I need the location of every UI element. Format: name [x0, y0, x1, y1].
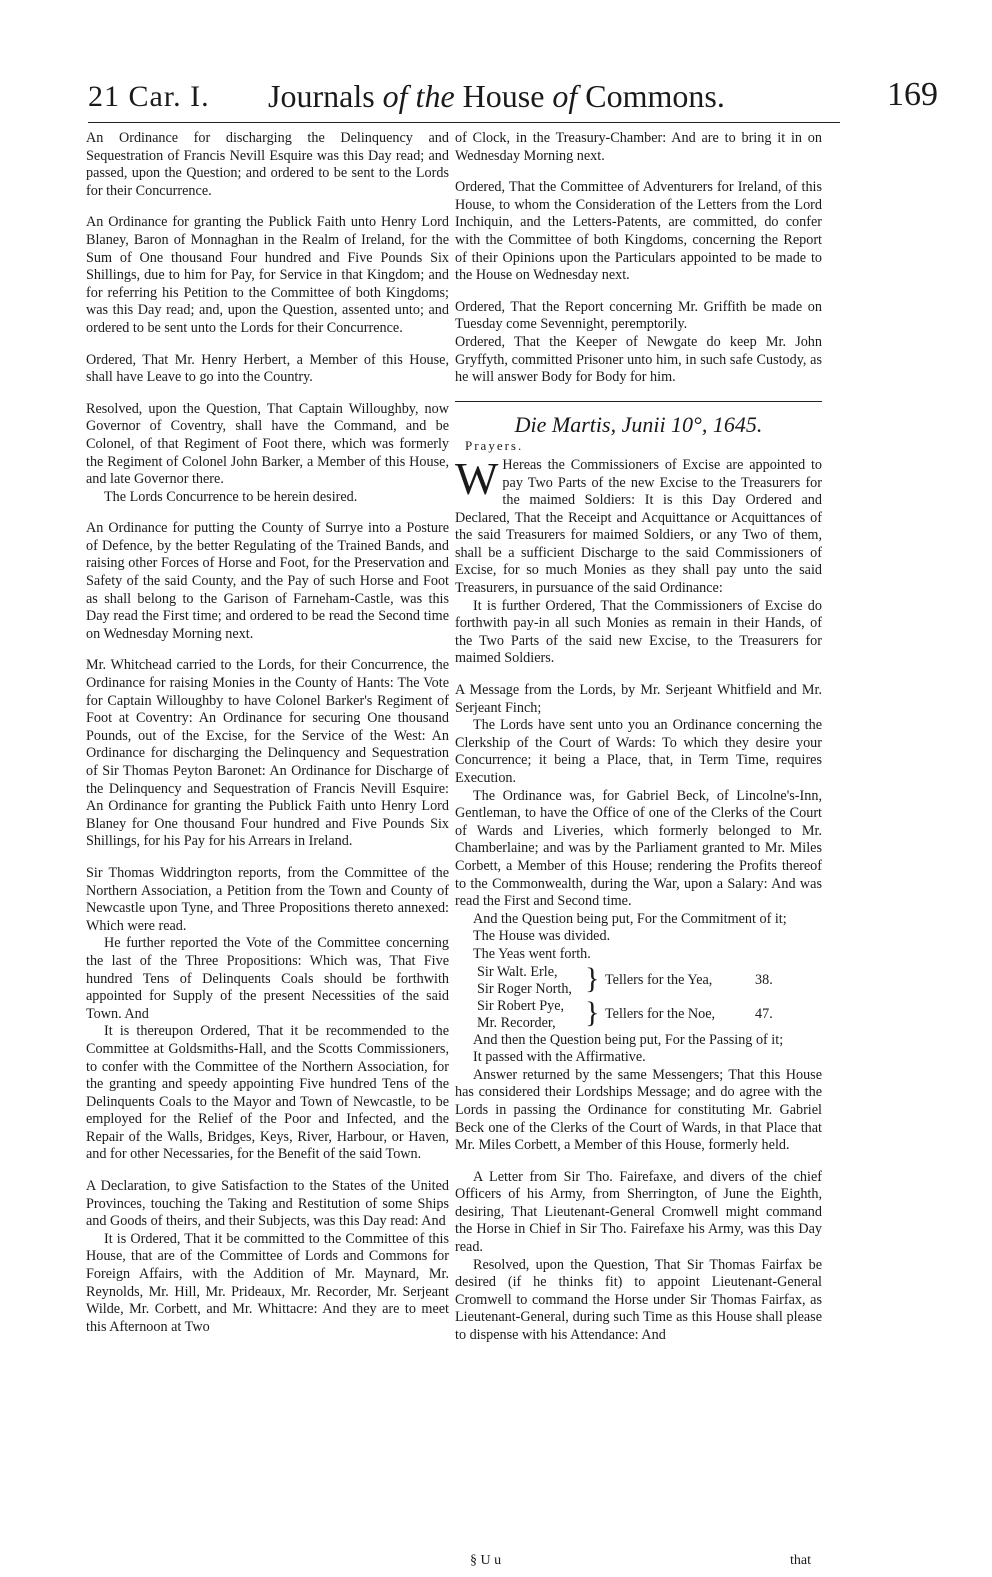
entry-yeas-forth: The Yeas went forth.	[473, 945, 591, 962]
section-rule	[455, 401, 822, 402]
entry-excise-further: It is further Ordered, That the Commissioners of Excise do forthwith pay-in all such Monies as remain in their Hands, of the Two Parts of the said new Excise, to the Treasurers for maimed Soldiers.	[455, 597, 822, 667]
entry-fairefaxe-letter: A Letter from Sir Tho. Fairefaxe, and divers of the chief Officers of his Army, from Sherrington, of June the Eighth, desiring, That Lieutenant-General Cromwell might command the Horse in Chief in Sir Tho. Fairefaxe his Army, was this Day read.	[455, 1168, 822, 1256]
page-number: 169	[887, 76, 938, 113]
prayers-heading: Prayers.	[465, 438, 524, 454]
entry-commitment-question: And the Question being put, For the Commitment of it;	[473, 910, 787, 927]
entry-passing-question: And then the Question being put, For the Passing of it;	[473, 1031, 784, 1048]
entry-foreign-affairs-order: It is Ordered, That it be committed to the Committee of this House, that are of the Committee of Lords and Commons for Foreign Affairs, with the Addition of Mr. Maynard, Mr. Reynolds, Mr. Hill, Mr. Prideaux, Mr. Recorder, Mr. Serjeant Wilde, Mr. Corbett, and Mr. Whittacre: And they are to meet this Afternoon at Two	[86, 1230, 449, 1335]
entry-further-report: He further reported the Vote of the Committee concerning the last of the Three Propositions: Which was, That Five hundred Tens of Delinquents Coals should be forthwith appointed for Supply of the present Necessities of the said Town. And	[86, 935, 449, 1022]
entry-herbert-leave: Ordered, That Mr. Henry Herbert, a Member of this House, shall have Leave to go into the Country.	[86, 351, 449, 386]
teller-label: Tellers for the Noe,	[605, 1005, 716, 1022]
regnal-year: 21 Car. I.	[88, 80, 210, 113]
entry-blaney-ordinance: An Ordinance for granting the Publick Faith unto Henry Lord Blaney, Baron of Monnaghan in the Realm of Ireland, for the Sum of One thousand Four hundred and Five Pounds Six Shillings, due to him for Pay, for Service in that Kingdom; and for referring his Petition to the Committee of both Kingdoms; was this Day read; and, upon the Question, assented unto; and ordered to be sent unto the Lords for their Concurrence.	[86, 214, 449, 336]
running-title: Journals of the House of Commons.	[268, 78, 725, 114]
right-column	[455, 130, 822, 1345]
teller-name: Sir Walt. Erle,	[477, 963, 558, 980]
day-heading: Die Martis, Junii 10°, 1645.	[514, 411, 763, 437]
entry-answer-returned: Answer returned by the same Messengers; That this House has considered their Lordships Message; and do agree with the Lords in passing the Ordinance for constituting Mr. Gabriel Beck one of the Clerks of the Court of Wards, in that Place that Mr. Miles Corbett, a Member of this House, formerly held.	[455, 1066, 822, 1154]
entry-nevill-ordinance: An Ordinance for discharging the Delinquency and Sequestration of Francis Nevill Esquire was this Day read; and passed, upon the Question; and ordered to be sent to the Lords for their Concurrence.	[86, 130, 449, 199]
entry-house-divided: The House was divided.	[473, 928, 611, 945]
entry-clerkship: The Lords have sent unto you an Ordinance concerning the Clerkship of the Court of Wards: To which they desire your Concurrence; it being a Place, that, in Term Time, requires Execution.	[455, 717, 822, 786]
header-rule	[88, 122, 840, 123]
left-column	[86, 130, 449, 1350]
entry-treasury-chamber: of Clock, in the Treasury-Chamber: And are to bring it in on Wednesday Morning next.	[455, 130, 822, 164]
entry-beck-ordinance: The Ordinance was, for Gabriel Beck, of Lincolne's-Inn, Gentleman, to have the Office of one of the Clerks of the Court of Wards and Liveries, which formerly belonged to Mr. Chamberlaine; and was by the Parliament granted to Mr. Miles Corbett, a Member of this House; rendering the Profits thereof to the Commonwealth, during the War, upon a Salary: And was read the First and Second time.	[455, 787, 822, 910]
entry-goldsmiths-order: It is thereupon Ordered, That it be recommended to the Committee at Goldsmiths-Hall, and the Scotts Commissioners, to confer with the Committee of the Northern Association, for the granting and speedy appointing Five hundred Tens of the Delinquents Coals to the Mayor and Town of Newcastle, to be employed for the Relief of the Poor and Infected, and the Repair of the Walls, Bridges, Keys, River, Harbour, or Haven, and for other Necessaries, for the Benefit of the said Town.	[86, 1023, 449, 1163]
catchword: that	[790, 1553, 811, 1568]
teller-name: Sir Roger North,	[477, 980, 572, 997]
tellers-yea	[477, 961, 822, 998]
entry-whitchead-carried: Mr. Whitchead carried to the Lords, for their Concurrence, the Ordinance for raising Monies in the County of Hants: The Vote for Captain Willoughby to have Colonel Barker's Regiment of Foot at Coventry: An Ordinance for securing One thousand Pounds, out of the Excise, for the Service of the West: An Ordinance for discharging the Delinquency and Sequestration of Sir Thomas Peyton Baronet: An Ordinance for Discharge of the Delinquency and Sequestration of Francis Nevill Esquire: An Ordinance for granting the Publick Faith unto Henry Lord Blaney for One thousand Four hundred and Five Pounds Six Shillings, for his Pay for his Arrears in Ireland.	[86, 657, 449, 850]
teller-label: Tellers for the Yea,	[605, 971, 713, 988]
entry-willoughby-resolution: Resolved, upon the Question, That Captain Willoughby, now Governor of Coventry, shall have the Command, and be Colonel, of that Regiment of Foot there, which was formerly the Regiment of Colonel John Barker, a Member of this House, and late Governor there.	[86, 400, 449, 488]
entry-lords-concurrence: The Lords Concurrence to be herein desired.	[104, 488, 358, 505]
signature-mark: § U u	[470, 1553, 502, 1568]
teller-count: 47.	[755, 1005, 773, 1022]
entry-excise-order: W Hereas the Commissioners of Excise are appointed to pay Two Parts of the new Excise to the Treasurers for the maimed Soldiers: It is this Day Ordered and Declared, That the Receipt and Acquittance or Acquittances of the said Treasurers for maimed Soldiers, or any Two of them, shall be a sufficient Discharge to the said Commissioners of Excise, for so much Monies as they shall pay unto the said Treasurers, in pursuance of the said Ordinance:	[455, 452, 822, 597]
brace-glyph: }	[585, 961, 600, 995]
teller-name: Sir Robert Pye,	[477, 997, 565, 1014]
entry-adventurers-ireland: Ordered, That the Committee of Adventurers for Ireland, of this House, to whom the Consideration of the Letters from the Lord Inchiquin, and the Letters-Patents, are committed, do confer with the Committee of both Kingdoms, concerning the Report of their Opinions upon the Particulars appointed to be made to the House on Wednesday next.	[455, 179, 822, 284]
entry-widdrington-report: Sir Thomas Widdrington reports, from the Committee of the Northern Association, a Petition from the Town and County of Newcastle upon Tyne, and Three Propositions thereto annexed: Which were read.	[86, 864, 449, 934]
entry-newgate-keeper: Ordered, That the Keeper of Newgate do keep Mr. John Gryffyth, committed Prisoner unto him, in such safe Custody, as he will answer Body for Body for him.	[455, 333, 822, 386]
entry-declaration: A Declaration, to give Satisfaction to the States of the United Provinces, touching the Taking and Restitution of some Ships and Goods of theirs, and their Subjects, was this Day read: And	[86, 1178, 449, 1230]
tellers-noe	[477, 995, 822, 1032]
entry-passed-affirmative: It passed with the Affirmative.	[473, 1049, 646, 1066]
entry-griffith-report: Ordered, That the Report concerning Mr. Griffith be made on Tuesday come Sevennight, peremptorily.	[455, 298, 822, 333]
entry-cromwell-resolution: Resolved, upon the Question, That Sir Thomas Fairfax be desired (if he thinks fit) to appoint Lieutenant-General Cromwell to command the Horse under Sir Thomas Fairfax, as Lieutenant-General, during such Time as this House shall please to dispense with his Attendance: And	[455, 1256, 822, 1344]
page-header	[88, 70, 938, 118]
drop-capital: W	[455, 452, 499, 504]
teller-name: Mr. Recorder,	[477, 1014, 556, 1031]
teller-count: 38.	[755, 971, 773, 988]
entry-surrye-ordinance: An Ordinance for putting the County of Surrye into a Posture of Defence, by the better Regulating of the Trained Bands, and raising other Forces of Horse and Foot, for the Preservation and Safety of the said County, and the Pay of such Horse and Foot as shall belong to the Garison of Farneham-Castle, was this Day read the First time; and ordered to be read the Second time on Wednesday Morning next.	[86, 520, 449, 642]
brace-glyph: }	[585, 995, 600, 1029]
entry-lords-message: A Message from the Lords, by Mr. Serjeant Whitfield and Mr. Serjeant Finch;	[455, 682, 822, 716]
